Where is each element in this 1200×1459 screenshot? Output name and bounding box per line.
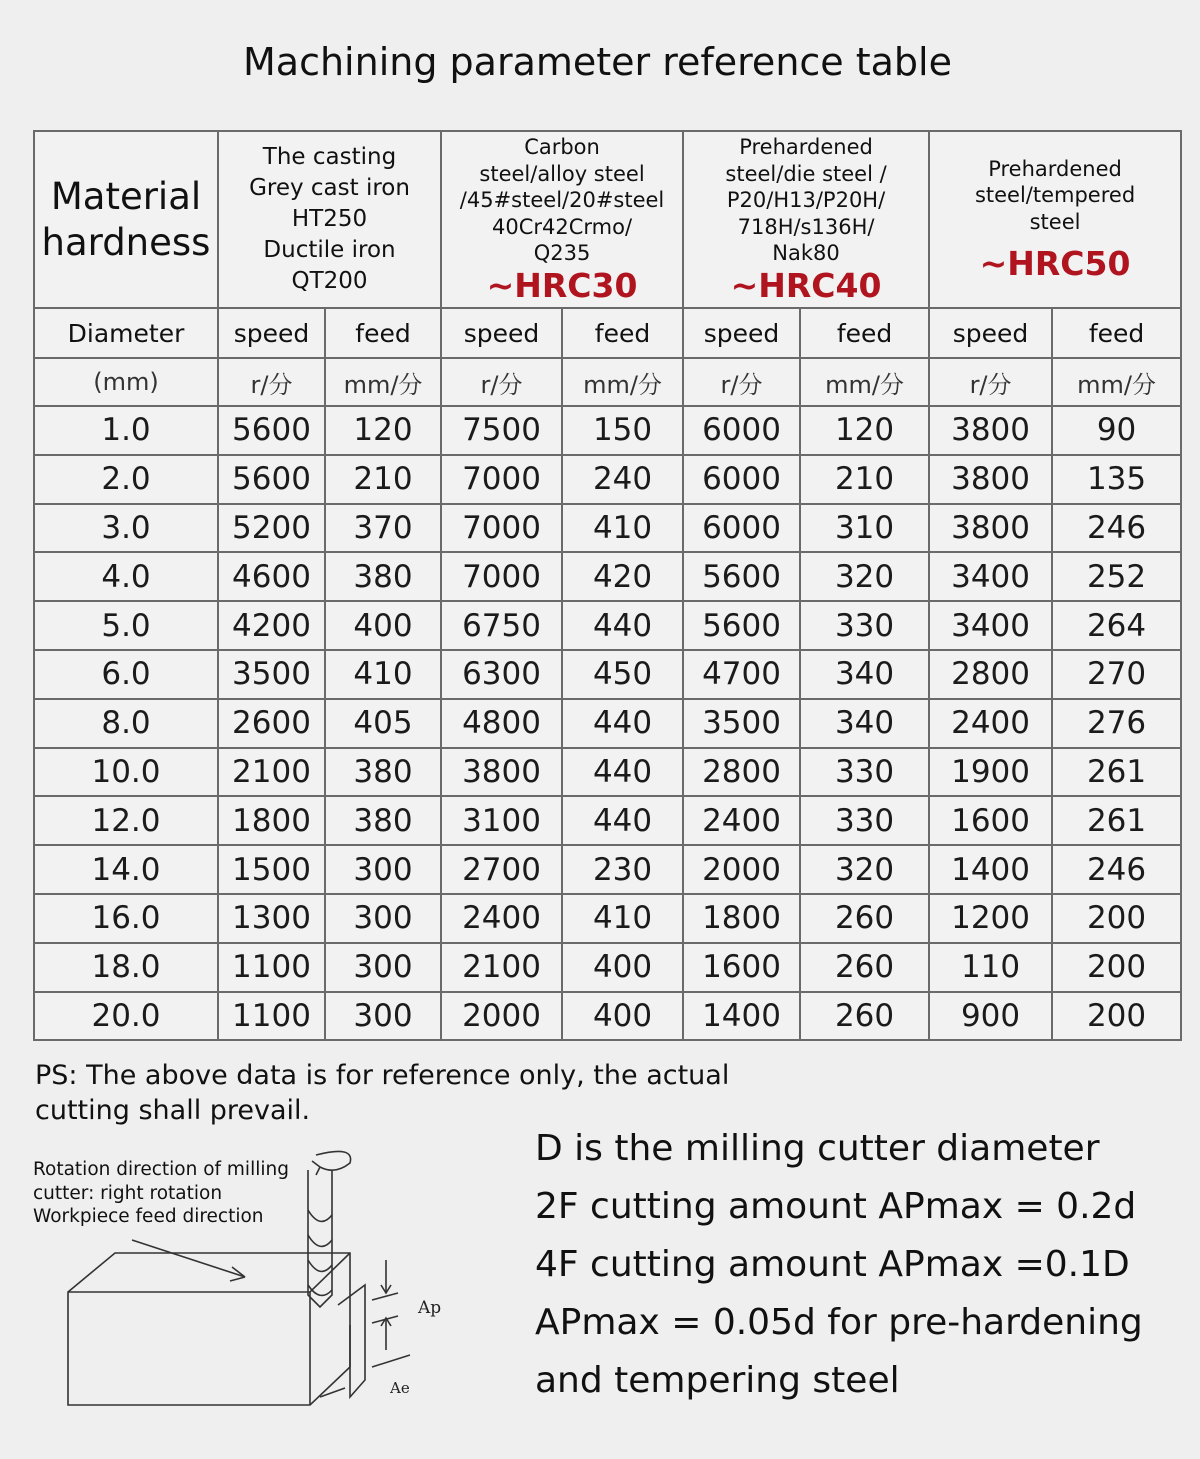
diagram-caption-line: Workpiece feed direction [33, 1206, 264, 1227]
ps-line: cutting shall prevail. [35, 1095, 311, 1126]
feed-cell: 440 [562, 699, 683, 748]
speed-cell: 1800 [218, 796, 325, 845]
diameter-cell: 10.0 [34, 748, 218, 797]
speed-header: speed [441, 308, 562, 358]
group-line: QT200 [291, 268, 368, 294]
feed-cell: 310 [800, 504, 929, 553]
feed-cell: 380 [325, 748, 441, 797]
speed-cell: 1400 [683, 992, 800, 1041]
table-row [34, 943, 1181, 992]
speed-cell: 4200 [218, 601, 325, 650]
feed-cell: 200 [1052, 894, 1181, 943]
feed-cell: 420 [562, 552, 683, 601]
speed-cell: 2700 [441, 845, 562, 894]
speed-cell: 3500 [218, 650, 325, 699]
feed-unit: mm/分 [325, 358, 441, 406]
feed-header: feed [325, 308, 441, 358]
speed-header: speed [683, 308, 800, 358]
speed-cell: 5200 [218, 504, 325, 553]
ps-line: PS: The above data is for reference only, the actual [35, 1060, 730, 1091]
group-line: steel/alloy steel [479, 161, 645, 186]
ae-label: Ae [390, 1379, 410, 1397]
feed-cell: 240 [562, 455, 683, 504]
feed-cell: 210 [800, 455, 929, 504]
speed-cell: 2100 [441, 943, 562, 992]
feed-cell: 120 [800, 406, 929, 455]
group-line: HT250 [291, 206, 368, 232]
speed-cell: 2800 [929, 650, 1052, 699]
feed-cell: 150 [562, 406, 683, 455]
group-line: steel/tempered [974, 183, 1136, 208]
speed-cell: 2800 [683, 748, 800, 797]
feed-header: feed [562, 308, 683, 358]
feed-cell: 400 [325, 601, 441, 650]
speed-unit: r/分 [683, 358, 800, 406]
speed-cell: 1600 [929, 796, 1052, 845]
rotation-arrow-icon [316, 1151, 351, 1170]
speed-cell: 2000 [683, 845, 800, 894]
diameter-cell: 3.0 [34, 504, 218, 553]
speed-cell: 4700 [683, 650, 800, 699]
hrc-badge: ~HRC50 [979, 244, 1131, 284]
group-line: P20/H13/P20H/ [726, 188, 886, 213]
table-row [34, 845, 1181, 894]
speed-unit: r/分 [441, 358, 562, 406]
speed-cell: 3800 [441, 748, 562, 797]
speed-cell: 3100 [441, 796, 562, 845]
feed-cell: 320 [800, 845, 929, 894]
speed-cell: 3500 [683, 699, 800, 748]
speed-unit: r/分 [929, 358, 1052, 406]
feed-header: feed [800, 308, 929, 358]
diameter-cell: 20.0 [34, 992, 218, 1041]
material-hardness-header [34, 131, 218, 308]
diameter-cell: 2.0 [34, 455, 218, 504]
note-line: and tempering steel [535, 1360, 900, 1401]
speed-cell: 1200 [929, 894, 1052, 943]
feed-cell: 370 [325, 504, 441, 553]
speed-cell: 1600 [683, 943, 800, 992]
feed-cell: 300 [325, 894, 441, 943]
speed-cell: 900 [929, 992, 1052, 1041]
diameter-cell: 1.0 [34, 406, 218, 455]
feed-cell: 340 [800, 699, 929, 748]
speed-cell: 2400 [683, 796, 800, 845]
header-row-labels [34, 308, 1181, 358]
diameter-cell: 18.0 [34, 943, 218, 992]
speed-cell: 1100 [218, 992, 325, 1041]
feed-cell: 330 [800, 796, 929, 845]
diagram-caption-line: Rotation direction of milling [33, 1159, 289, 1180]
feed-cell: 120 [325, 406, 441, 455]
feed-cell: 135 [1052, 455, 1181, 504]
note-line: 4F cutting amount APmax =0.1D [535, 1244, 1130, 1285]
speed-cell: 5600 [218, 406, 325, 455]
diameter-cell: 12.0 [34, 796, 218, 845]
feed-cell: 410 [325, 650, 441, 699]
feed-cell: 380 [325, 552, 441, 601]
speed-header: speed [929, 308, 1052, 358]
diagram-caption-line: cutter: right rotation [33, 1182, 223, 1204]
speed-unit: r/分 [218, 358, 325, 406]
speed-cell: 4800 [441, 699, 562, 748]
note-line: 2F cutting amount APmax = 0.2d [535, 1186, 1137, 1227]
feed-cell: 400 [562, 943, 683, 992]
cutter-shank [308, 1170, 332, 1307]
speed-cell: 110 [929, 943, 1052, 992]
feed-unit: mm/分 [1052, 358, 1181, 406]
speed-cell: 6000 [683, 406, 800, 455]
speed-cell: 3800 [929, 455, 1052, 504]
feed-cell: 320 [800, 552, 929, 601]
feed-cell: 261 [1052, 796, 1181, 845]
speed-cell: 2000 [441, 992, 562, 1041]
speed-cell: 6000 [683, 455, 800, 504]
diameter-cell: 16.0 [34, 894, 218, 943]
speed-cell: 2600 [218, 699, 325, 748]
speed-header: speed [218, 308, 325, 358]
diameter-unit: (mm) [34, 358, 218, 406]
feed-cell: 230 [562, 845, 683, 894]
speed-cell: 3400 [929, 601, 1052, 650]
group-line: /45#steel/20#steel [459, 188, 665, 213]
feed-cell: 200 [1052, 943, 1181, 992]
table-row [34, 504, 1181, 553]
speed-cell: 1500 [218, 845, 325, 894]
feed-cell: 440 [562, 796, 683, 845]
table-row [34, 455, 1181, 504]
group-line: Ductile iron [263, 237, 396, 263]
speed-cell: 3400 [929, 552, 1052, 601]
header-row-units [34, 358, 1181, 406]
speed-cell: 3800 [929, 406, 1052, 455]
feed-cell: 400 [562, 992, 683, 1041]
material-label: Material [50, 174, 202, 218]
hrc-badge: ~HRC40 [730, 265, 882, 305]
speed-cell: 1300 [218, 894, 325, 943]
feed-arrow-icon [132, 1240, 245, 1277]
feed-cell: 410 [562, 504, 683, 553]
diameter-cell: 14.0 [34, 845, 218, 894]
speed-cell: 5600 [218, 455, 325, 504]
ps-note [35, 1058, 735, 1128]
notes-block [535, 1120, 1195, 1410]
speed-cell: 1800 [683, 894, 800, 943]
speed-cell: 6300 [441, 650, 562, 699]
group-header-prehardened-die-steel [683, 131, 929, 308]
hardness-label: hardness [41, 220, 211, 264]
speed-cell: 4600 [218, 552, 325, 601]
group-header-tempered-steel [929, 131, 1181, 308]
feed-cell: 450 [562, 650, 683, 699]
feed-cell: 340 [800, 650, 929, 699]
speed-cell: 7000 [441, 504, 562, 553]
feed-cell: 440 [562, 748, 683, 797]
group-line: The casting [262, 144, 397, 170]
diameter-header: Diameter [34, 308, 218, 358]
feed-cell: 90 [1052, 406, 1181, 455]
note-line: D is the milling cutter diameter [535, 1128, 1100, 1169]
group-line: steel [1029, 209, 1081, 234]
group-line: Nak80 [772, 241, 840, 266]
table-row [34, 894, 1181, 943]
feed-cell: 210 [325, 455, 441, 504]
feed-cell: 200 [1052, 992, 1181, 1041]
group-line: Carbon [524, 135, 600, 160]
feed-cell: 246 [1052, 845, 1181, 894]
speed-cell: 1400 [929, 845, 1052, 894]
table-row [34, 601, 1181, 650]
feed-cell: 380 [325, 796, 441, 845]
feed-cell: 440 [562, 601, 683, 650]
table-body [34, 406, 1181, 1040]
speed-cell: 2100 [218, 748, 325, 797]
table-row [34, 406, 1181, 455]
feed-cell: 300 [325, 845, 441, 894]
speed-cell: 6000 [683, 504, 800, 553]
speed-cell: 5600 [683, 601, 800, 650]
feed-cell: 330 [800, 748, 929, 797]
group-line: Grey cast iron [249, 175, 410, 201]
table-row [34, 748, 1181, 797]
group-line: steel/die steel / [725, 161, 887, 186]
speed-cell: 6750 [441, 601, 562, 650]
feed-cell: 410 [562, 894, 683, 943]
feed-cell: 264 [1052, 601, 1181, 650]
speed-cell: 5600 [683, 552, 800, 601]
speed-cell: 1900 [929, 748, 1052, 797]
table-row [34, 650, 1181, 699]
page-title: Machining parameter reference table [243, 40, 952, 84]
diameter-cell: 8.0 [34, 699, 218, 748]
speed-cell: 2400 [441, 894, 562, 943]
feed-cell: 276 [1052, 699, 1181, 748]
speed-cell: 3800 [929, 504, 1052, 553]
group-line: 718H/s136H/ [737, 214, 875, 239]
feed-header: feed [1052, 308, 1181, 358]
cut-face [338, 1285, 365, 1397]
group-header-carbon-steel [441, 131, 683, 308]
speed-cell: 7000 [441, 552, 562, 601]
feed-cell: 260 [800, 894, 929, 943]
feed-unit: mm/分 [562, 358, 683, 406]
speed-cell: 7000 [441, 455, 562, 504]
diameter-cell: 6.0 [34, 650, 218, 699]
header-row-material [34, 131, 1181, 308]
group-line: 40Cr42Crmo/ [491, 214, 633, 239]
table-row [34, 992, 1181, 1041]
table-row [34, 699, 1181, 748]
speed-cell: 1100 [218, 943, 325, 992]
feed-cell: 261 [1052, 748, 1181, 797]
hrc-badge: ~HRC30 [486, 265, 638, 305]
diameter-cell: 4.0 [34, 552, 218, 601]
group-header-cast-iron [218, 131, 441, 308]
parameter-table [33, 130, 1182, 1041]
note-line: APmax = 0.05d for pre-hardening [535, 1302, 1143, 1343]
feed-unit: mm/分 [800, 358, 929, 406]
table-row [34, 796, 1181, 845]
feed-cell: 300 [325, 992, 441, 1041]
table-row [34, 552, 1181, 601]
feed-cell: 246 [1052, 504, 1181, 553]
feed-cell: 270 [1052, 650, 1181, 699]
speed-cell: 2400 [929, 699, 1052, 748]
ap-label: Ap [418, 1298, 442, 1318]
feed-cell: 260 [800, 992, 929, 1041]
feed-cell: 260 [800, 943, 929, 992]
diameter-cell: 5.0 [34, 601, 218, 650]
feed-cell: 300 [325, 943, 441, 992]
feed-cell: 330 [800, 601, 929, 650]
rotation-arrowhead [312, 1161, 320, 1175]
group-line: Q235 [533, 241, 591, 266]
feed-cell: 405 [325, 699, 441, 748]
feed-cell: 252 [1052, 552, 1181, 601]
milling-diagram [20, 1135, 500, 1455]
group-line: Prehardened [739, 135, 873, 160]
speed-cell: 7500 [441, 406, 562, 455]
group-line: Prehardened [988, 156, 1122, 181]
